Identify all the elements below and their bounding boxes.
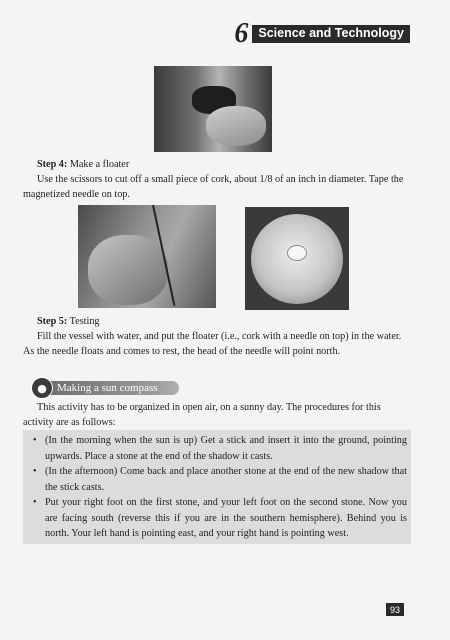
step-5-heading [23,314,411,329]
figure-icon: ● [31,377,53,399]
bullet-icon: • [33,497,37,508]
list-item [23,433,407,464]
bullet-text: (In the morning when the sun is up) Get a stick and insert it into the ground, pointing upwards. Place a stone at the end of the shadow it casts. [45,435,407,462]
step-5-section [23,314,411,359]
step-5-label: Step 5: [37,316,68,327]
finger-shape [206,106,266,146]
list-item [23,464,407,495]
photo-magnetized-needle [154,66,272,152]
chapter-title: Science and Technology [252,25,410,43]
section-intro-block [23,400,411,430]
step-4-title: Make a floater [69,159,130,170]
bullet-text: Put your right foot on the first stone, and your left foot on the second stone. Now you are facing south (reverse this if you are in the southern hemisphere). Behind you is north. Your left hand is pointing east, and your right hand is pointing west. [45,497,407,539]
chapter-header [234,20,410,48]
procedure-box [23,430,411,544]
section-intro: This activity has to be organized in open air, on a sunny day. The procedures for this activity are as follows: [23,402,381,428]
bullet-icon: • [33,435,37,446]
step-4-section [23,157,411,202]
photo-floating-needle-dish [245,207,349,310]
bullet-icon: • [33,466,37,477]
section-badge [31,379,179,396]
section-title: Making a sun compass [57,382,158,394]
hand-shape [88,235,168,305]
cork-shape [287,245,307,261]
procedure-list [23,430,411,542]
bullet-text: (In the afternoon) Come back and place another stone at the end of the new shadow that the stick casts. [45,466,407,493]
page-number: 93 [386,603,404,616]
photo-needle-in-cork [78,205,216,308]
list-item [23,495,407,542]
step-5-body: Fill the vessel with water, and put the floater (i.e., cork with a needle on top) in the water. As the needle floats and comes to rest, the head of the needle will point north. [23,331,402,357]
step-4-label: Step 4: [37,159,68,170]
step-4-heading [23,157,411,172]
chapter-number: 6 [234,18,249,49]
step-5-title: Testing [69,316,100,327]
step-4-body: Use the scissors to cut off a small piece of cork, about 1/8 of an inch in diameter. Tape the magnetized needle on top. [23,174,404,200]
